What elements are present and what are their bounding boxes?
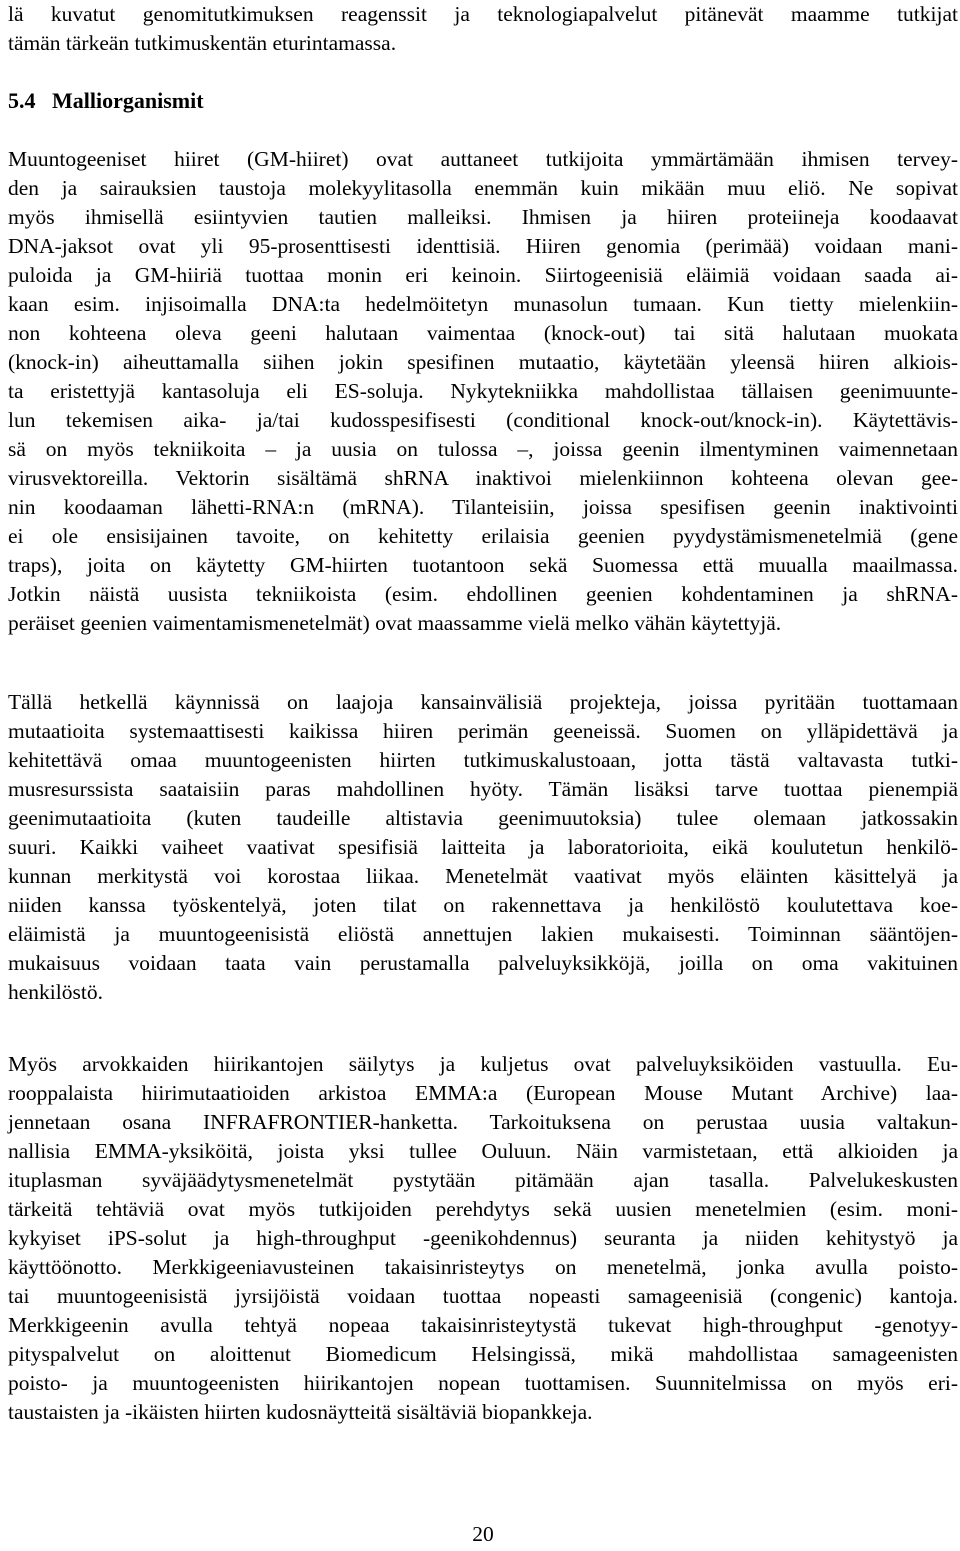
text-line: mukaisuus voidaan taata vain perustamalla palveluyksikköjä, joilla on oma vakituinen bbox=[8, 951, 958, 975]
paragraph-international-projects bbox=[8, 688, 958, 1007]
text-line: eläimistä ja muuntogeenisistä eliöstä annettujen lakien mukaisesti. Toiminnan sääntöjen- bbox=[8, 922, 958, 946]
text-line: peräiset geenien vaimentamismenetelmät) ovat maassamme vielä melko vähän käytettyjä. bbox=[8, 611, 782, 635]
text-line: kehitettävä omaa muuntogeenisten hiirten tutkimuskalustoaan, jotta tästä valtavasta tutki- bbox=[8, 748, 958, 772]
text-line: virusvektoreilla. Vektorin sisältämä shRNA inaktivoi mielenkiinnon kohteena olevan gee- bbox=[8, 466, 958, 490]
text-line: suuri. Kaikki vaiheet vaativat spesifisiä laitteita ja laboratorioita, eikä koulutetun henkilö- bbox=[8, 835, 958, 859]
text-line: pityspalvelut on aloittenut Biomedicum Helsingissä, mikä mahdollistaa samageenisten bbox=[8, 1342, 958, 1366]
text-line: käyttöönotto. Merkkigeeniavusteinen takaisinristeytys on menetelmä, jonka avulla poisto- bbox=[8, 1255, 958, 1279]
text-line: nin koodaaman lähetti-RNA:n (mRNA). Tilanteisiin, joissa spesifisen geenin inaktivointi bbox=[8, 495, 958, 519]
text-line: Merkkigeenin avulla tehtyä nopeaa takaisinristeytystä tukevat high-throughput -genotyy- bbox=[8, 1313, 958, 1337]
text-line: kunnan merkitystä voi korostaa liikaa. Menetelmät vaativat myös eläinten käsittelyä ja bbox=[8, 864, 958, 888]
text-line: Tällä hetkellä käynnissä on laajoja kansainvälisiä projekteja, joissa pyritään tuottamaan bbox=[8, 690, 958, 714]
text-line: non kohteena oleva geeni halutaan vaimentaa (knock-out) tai sitä halutaan muokata bbox=[8, 321, 958, 345]
intro-paragraph bbox=[8, 0, 958, 58]
page-number: 20 bbox=[472, 1522, 494, 1546]
text-line: kaan esim. injisoimalla DNA:ta hedelmöitetyn munasolun tumaan. Kun tietty mielenkiin- bbox=[8, 292, 958, 316]
text-line: tärkeitä tehtäviä ovat myös tutkijoiden perehdytys sekä uusien menetelmien (esim. moni- bbox=[8, 1197, 958, 1221]
text-line: Muuntogeeniset hiiret (GM-hiiret) ovat auttaneet tutkijoita ymmärtämään ihmisen tervey- bbox=[8, 147, 958, 171]
text-line: sä on myös tekniikoita – ja uusia on tulossa –, joissa geenin ilmentyminen vaimennetaan bbox=[8, 437, 958, 461]
text-line: henkilöstö. bbox=[8, 980, 103, 1004]
text-line: jennetaan osana INFRAFRONTIER-hanketta. Tarkoituksena on perustaa uusia valtakun- bbox=[8, 1110, 958, 1134]
document-page bbox=[8, 0, 958, 1551]
text-line: mutaatioita systemaattisesti kaikissa hiiren perimän geeneissä. Suomen on ylläpidettävä ja bbox=[8, 719, 958, 743]
text-line: niiden kanssa työskentelyä, joten tilat on rakennettava ja henkilöstö koulutettava koe- bbox=[8, 893, 958, 917]
text-line: traps), joita on käytetty GM-hiirten tuotantoon sekä Suomessa että muualla maailmassa. bbox=[8, 553, 958, 577]
text-line: rooppalaista hiirimutaatioiden arkistoa EMMA:a (European Mouse Mutant Archive) laa- bbox=[8, 1081, 958, 1105]
paragraph-gm-mice bbox=[8, 145, 958, 638]
text-line: puloida ja GM-hiiriä tuottaa monin eri keinoin. Siirtogeenisiä eläimiä voidaan saada ai- bbox=[8, 263, 958, 287]
text-line: geenimutaatioita (kuten taudeille altistavia geenimuutoksia) tulee olemaan jatkossakin bbox=[8, 806, 958, 830]
paragraph-mouse-strains bbox=[8, 1050, 958, 1427]
text-line: den ja sairauksien taustoja molekyylitasolla enemmän kuin mikään muu eliö. Ne sopivat bbox=[8, 176, 958, 200]
text-line: taustaisten ja -ikäisten hiirten kudosnäytteitä sisältäviä biopankkeja. bbox=[8, 1400, 593, 1424]
text-line: lun tekemisen aika- ja/tai kudosspesifisesti (conditional knock-out/knock-in). Käytettävis- bbox=[8, 408, 958, 432]
text-line: Myös arvokkaiden hiirikantojen säilytys ja kuljetus ovat palveluyksiköiden vastuulla. Eu- bbox=[8, 1052, 958, 1076]
text-line: myös ihmisellä esiintyvien tautien malleiksi. Ihmisen ja hiiren proteiineja koodaavat bbox=[8, 205, 958, 229]
text-line: DNA-jaksot ovat yli 95-prosenttisesti identtisiä. Hiiren genomia (perimää) voidaan mani- bbox=[8, 234, 958, 258]
text-line: (knock-in) aiheuttamalla siihen jokin spesifinen mutaatio, käytetään yleensä hiiren alkiois- bbox=[8, 350, 958, 374]
section-heading bbox=[8, 86, 204, 115]
text-line: poisto- ja muuntogeenisten hiirikantojen nopean tuottamisen. Suunnitelmissa on myös eri- bbox=[8, 1371, 958, 1395]
text-line: ta eristettyjä kantasoluja eli ES-soluja. Nykytekniikka mahdollistaa tällaisen geenimuunte- bbox=[8, 379, 958, 403]
section-title: Malliorganismit bbox=[52, 88, 204, 113]
text-line: kykyiset iPS-solut ja high-throughput -geenikohdennus) seuranta ja niiden kehitystyö ja bbox=[8, 1226, 958, 1250]
section-number: 5.4 bbox=[8, 88, 36, 113]
text-line: lä kuvatut genomitutkimuksen reagenssit ja teknologiapalvelut pitänevät maamme tutkijat bbox=[8, 2, 958, 26]
text-line: ituplasman syväjäädytysmenetelmät pystytään pitämään ajan tasalla. Palvelukeskusten bbox=[8, 1168, 958, 1192]
text-line: ei ole ensisijainen tavoite, on kehitetty erilaisia geenien pyydystämismenetelmiä (gene bbox=[8, 524, 958, 548]
text-line: Jotkin näistä uusista tekniikoista (esim. ehdollinen geenien kohdentaminen ja shRNA- bbox=[8, 582, 958, 606]
text-line: musresurssista saataisiin paras mahdollinen hyöty. Tämän lisäksi tarve tuottaa pienempiä bbox=[8, 777, 958, 801]
text-line: tämän tärkeän tutkimuskentän eturintamassa. bbox=[8, 31, 397, 55]
text-line: tai muuntogeenisistä jyrsijöistä voidaan tuottaa nopeasti samageenisiä (congenic) kantoja. bbox=[8, 1284, 958, 1308]
text-line: nallisia EMMA-yksiköitä, joista yksi tullee Ouluun. Näin varmistetaan, että alkioiden ja bbox=[8, 1139, 958, 1163]
